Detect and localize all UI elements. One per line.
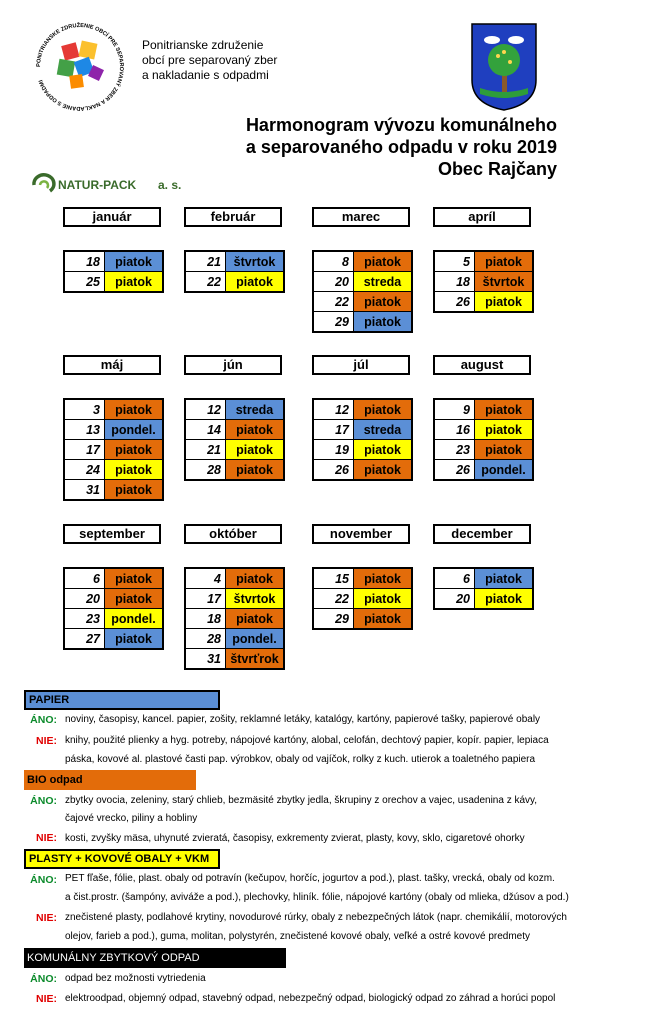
date-weekday: piatok — [354, 292, 413, 312]
month-heading: jún — [184, 355, 282, 375]
komunal-ano-text: odpad bez možnosti vytriedenia — [65, 973, 206, 984]
date-weekday: piatok — [226, 440, 285, 460]
date-weekday: piatok — [354, 251, 413, 272]
bio-nie-text: kosti, zvyšky mäsa, uhynuté zvieratá, časopisy, exkrementy zvierat, plasty, kovy, sklo, cigaretové ohorky — [65, 833, 525, 844]
village-coat-of-arms — [470, 22, 538, 112]
date-row — [64, 272, 163, 293]
date-weekday: piatok — [226, 609, 285, 629]
date-day: 6 — [434, 568, 475, 589]
date-weekday: pondel. — [475, 460, 534, 481]
date-day: 22 — [313, 589, 354, 609]
date-day: 23 — [434, 440, 475, 460]
page-title: Harmonogram vývozu komunálneho a separovaného odpadu v roku 2019 Obec Rajčany — [245, 115, 557, 179]
date-row — [434, 589, 533, 610]
month-heading: apríl — [433, 207, 531, 227]
date-day: 13 — [64, 420, 105, 440]
date-weekday: piatok — [354, 399, 413, 420]
date-row — [313, 399, 412, 420]
date-weekday: pondel. — [105, 609, 164, 629]
date-row — [185, 399, 284, 420]
date-day: 16 — [434, 420, 475, 440]
date-row — [434, 440, 533, 460]
month-dates-table — [184, 250, 285, 293]
date-row — [185, 420, 284, 440]
date-weekday: piatok — [354, 460, 413, 481]
date-weekday: streda — [226, 399, 285, 420]
date-day: 21 — [185, 251, 226, 272]
date-row — [434, 272, 533, 292]
date-day: 12 — [313, 399, 354, 420]
date-day: 23 — [64, 609, 105, 629]
month-dates-table — [433, 398, 534, 481]
date-weekday: piatok — [475, 292, 534, 313]
date-row — [185, 568, 284, 589]
bio-ano-text-1: zbytky ovocia, zeleniny, starý chlieb, bezmäsité zbytky jedla, škrupiny z orechov a vajec, usadenina z kávy, — [65, 795, 538, 806]
month-dates-table — [184, 398, 285, 481]
komunal-heading: KOMUNÁLNY ZBYTKOVÝ ODPAD — [24, 948, 286, 968]
date-row — [313, 589, 412, 609]
date-weekday: piatok — [226, 272, 285, 293]
date-day: 31 — [185, 649, 226, 670]
date-row — [434, 420, 533, 440]
date-row — [64, 480, 163, 501]
date-day: 18 — [434, 272, 475, 292]
papier-heading: PAPIER — [24, 690, 220, 710]
date-weekday: piatok — [354, 440, 413, 460]
date-day: 9 — [434, 399, 475, 420]
month-dates-table — [63, 250, 164, 293]
date-row — [185, 251, 284, 272]
month-dates-table — [63, 567, 164, 650]
date-day: 24 — [64, 460, 105, 480]
date-weekday: pondel. — [226, 629, 285, 649]
date-weekday: piatok — [475, 420, 534, 440]
logo-ring-text: PONITRIANSKE ZDRUŽENIE OBCÍ PRE SEPAROVANÝ ZBER A NAKLADANIE S ODPADMI — [35, 22, 125, 112]
papier-ano-label: ÁNO: — [30, 714, 57, 726]
date-row — [313, 609, 412, 630]
date-day: 20 — [313, 272, 354, 292]
date-row — [64, 420, 163, 440]
date-day: 22 — [313, 292, 354, 312]
bio-nie-label: NIE: — [36, 832, 57, 844]
date-weekday: piatok — [105, 460, 164, 480]
date-weekday: piatok — [475, 589, 534, 610]
date-day: 28 — [185, 629, 226, 649]
date-row — [185, 440, 284, 460]
date-row — [185, 272, 284, 293]
month-dates-table — [433, 250, 534, 313]
papier-ano-text: noviny, časopisy, kancel. papier, zošity, reklamné letáky, katalógy, kartóny, papierové tašky, papierové obaly — [65, 714, 541, 725]
date-weekday: piatok — [354, 312, 413, 333]
month-heading: júl — [312, 355, 410, 375]
date-day: 8 — [313, 251, 354, 272]
plasty-nie-text-2: olejov, farieb a pod.), guma, molitan, polystyrén, znečistené kovové obaly, veľké a ostré kovové predmety — [65, 931, 531, 942]
month-dates-table — [312, 567, 413, 630]
date-weekday: piatok — [475, 568, 534, 589]
date-weekday: štvrtok — [475, 272, 534, 292]
date-day: 20 — [64, 589, 105, 609]
date-day: 17 — [185, 589, 226, 609]
date-day: 29 — [313, 312, 354, 333]
month-heading: január — [63, 207, 161, 227]
date-weekday: pondel. — [105, 420, 164, 440]
bio-ano-text-2: čajové vrecko, piliny a hobliny — [65, 813, 198, 824]
komunal-nie-label: NIE: — [36, 993, 57, 1005]
date-weekday: piatok — [226, 460, 285, 481]
date-weekday: streda — [354, 420, 413, 440]
sponsor-name: NATUR-PACK — [58, 178, 137, 192]
papier-nie-label: NIE: — [36, 735, 57, 747]
date-weekday: piatok — [354, 589, 413, 609]
date-weekday: štvrtok — [226, 589, 285, 609]
date-row — [313, 440, 412, 460]
date-day: 5 — [434, 251, 475, 272]
date-day: 27 — [64, 629, 105, 650]
date-row — [64, 399, 163, 420]
date-weekday: piatok — [105, 399, 164, 420]
date-day: 18 — [185, 609, 226, 629]
date-row — [185, 589, 284, 609]
date-day: 3 — [64, 399, 105, 420]
papier-nie-text-2: páska, kovové al. plastové časti pap. výrobkov, obaly od vajíčok, rolky z kuch. utierok a toaletného papiera — [65, 754, 536, 765]
month-heading: marec — [312, 207, 410, 227]
bio-heading: BIO odpad — [24, 770, 196, 790]
date-day: 18 — [64, 251, 105, 272]
date-row — [313, 568, 412, 589]
sponsor-suffix: a. s. — [158, 178, 182, 192]
date-weekday: štvrtok — [226, 251, 285, 272]
plasty-ano-label: ÁNO: — [30, 874, 57, 886]
date-row — [313, 272, 412, 292]
date-weekday: piatok — [354, 568, 413, 589]
date-row — [185, 629, 284, 649]
date-day: 6 — [64, 568, 105, 589]
date-weekday: piatok — [475, 399, 534, 420]
date-row — [313, 460, 412, 481]
date-weekday: piatok — [105, 589, 164, 609]
date-row — [64, 568, 163, 589]
date-row — [64, 589, 163, 609]
association-logo — [30, 22, 130, 112]
date-row — [434, 568, 533, 589]
date-row — [434, 251, 533, 272]
date-weekday: piatok — [105, 629, 164, 650]
date-day: 26 — [434, 292, 475, 313]
date-row — [434, 399, 533, 420]
date-weekday: piatok — [475, 440, 534, 460]
month-dates-table — [312, 398, 413, 481]
date-weekday: piatok — [226, 420, 285, 440]
date-row — [185, 649, 284, 670]
date-day: 19 — [313, 440, 354, 460]
date-weekday: piatok — [105, 480, 164, 501]
date-row — [434, 460, 533, 481]
date-day: 17 — [64, 440, 105, 460]
date-day: 25 — [64, 272, 105, 293]
date-row — [185, 460, 284, 481]
date-weekday: piatok — [105, 568, 164, 589]
komunal-ano-label: ÁNO: — [30, 973, 57, 985]
month-heading: október — [184, 524, 282, 544]
date-day: 31 — [64, 480, 105, 501]
date-row — [64, 629, 163, 650]
month-dates-table — [433, 567, 534, 610]
date-weekday: piatok — [105, 440, 164, 460]
date-weekday: štvrťrok — [226, 649, 285, 670]
date-day: 14 — [185, 420, 226, 440]
plasty-ano-text-1: PET fľaše, fólie, plast. obaly od potravín (kečupov, horčíc, jogurtov a pod.), plast. tašky, vrecká, obaly od kozm. — [65, 873, 555, 884]
date-row — [64, 251, 163, 272]
date-weekday: piatok — [475, 251, 534, 272]
date-weekday: piatok — [354, 609, 413, 630]
date-day: 4 — [185, 568, 226, 589]
date-day: 26 — [434, 460, 475, 481]
komunal-nie-text: elektroodpad, objemný odpad, stavebný odpad, nebezpečný odpad, biologický odpad zo záhrad a horúci popol — [65, 993, 556, 1004]
plasty-ano-text-2: a čist.prostr. (šampóny, aviváže a pod.), plechovky, hliník. fólie, nápojové kartóny (obaly od mlieka, džúsov a pod.) — [65, 892, 569, 903]
date-row — [313, 292, 412, 312]
papier-nie-text-1: knihy, použité plienky a hyg. potreby, nápojové kartóny, alobal, celofán, dechtový papier, kopír. papier, lepiaca — [65, 735, 549, 746]
date-weekday: streda — [354, 272, 413, 292]
bio-ano-label: ÁNO: — [30, 795, 57, 807]
natur-pack-logo — [30, 170, 230, 196]
month-heading: december — [433, 524, 531, 544]
date-day: 12 — [185, 399, 226, 420]
month-heading: máj — [63, 355, 161, 375]
plasty-nie-label: NIE: — [36, 912, 57, 924]
date-row — [313, 251, 412, 272]
month-dates-table — [63, 398, 164, 501]
date-row — [64, 460, 163, 480]
date-day: 17 — [313, 420, 354, 440]
date-row — [434, 292, 533, 313]
date-day: 26 — [313, 460, 354, 481]
date-day: 29 — [313, 609, 354, 630]
date-day: 20 — [434, 589, 475, 610]
date-row — [313, 312, 412, 333]
date-row — [313, 420, 412, 440]
date-weekday: piatok — [105, 251, 164, 272]
month-heading: február — [184, 207, 282, 227]
month-heading: november — [312, 524, 410, 544]
date-day: 15 — [313, 568, 354, 589]
date-row — [64, 609, 163, 629]
date-row — [64, 440, 163, 460]
plasty-nie-text-1: znečistené plasty, podlahové krytiny, novodurové rúrky, obaly z nebezpečných látok (napr. chemikálií, motorových — [65, 912, 567, 923]
plasty-heading: PLASTY + KOVOVÉ OBALY + VKM — [24, 849, 220, 869]
month-dates-table — [312, 250, 413, 333]
date-day: 22 — [185, 272, 226, 293]
association-name: Ponitrianske združenie obcí pre separovaný zber a nakladanie s odpadmi — [142, 38, 278, 82]
month-heading: august — [433, 355, 531, 375]
date-weekday: piatok — [105, 272, 164, 293]
date-weekday: piatok — [226, 568, 285, 589]
date-row — [185, 609, 284, 629]
month-dates-table — [184, 567, 285, 670]
date-day: 21 — [185, 440, 226, 460]
date-day: 28 — [185, 460, 226, 481]
month-heading: september — [63, 524, 161, 544]
